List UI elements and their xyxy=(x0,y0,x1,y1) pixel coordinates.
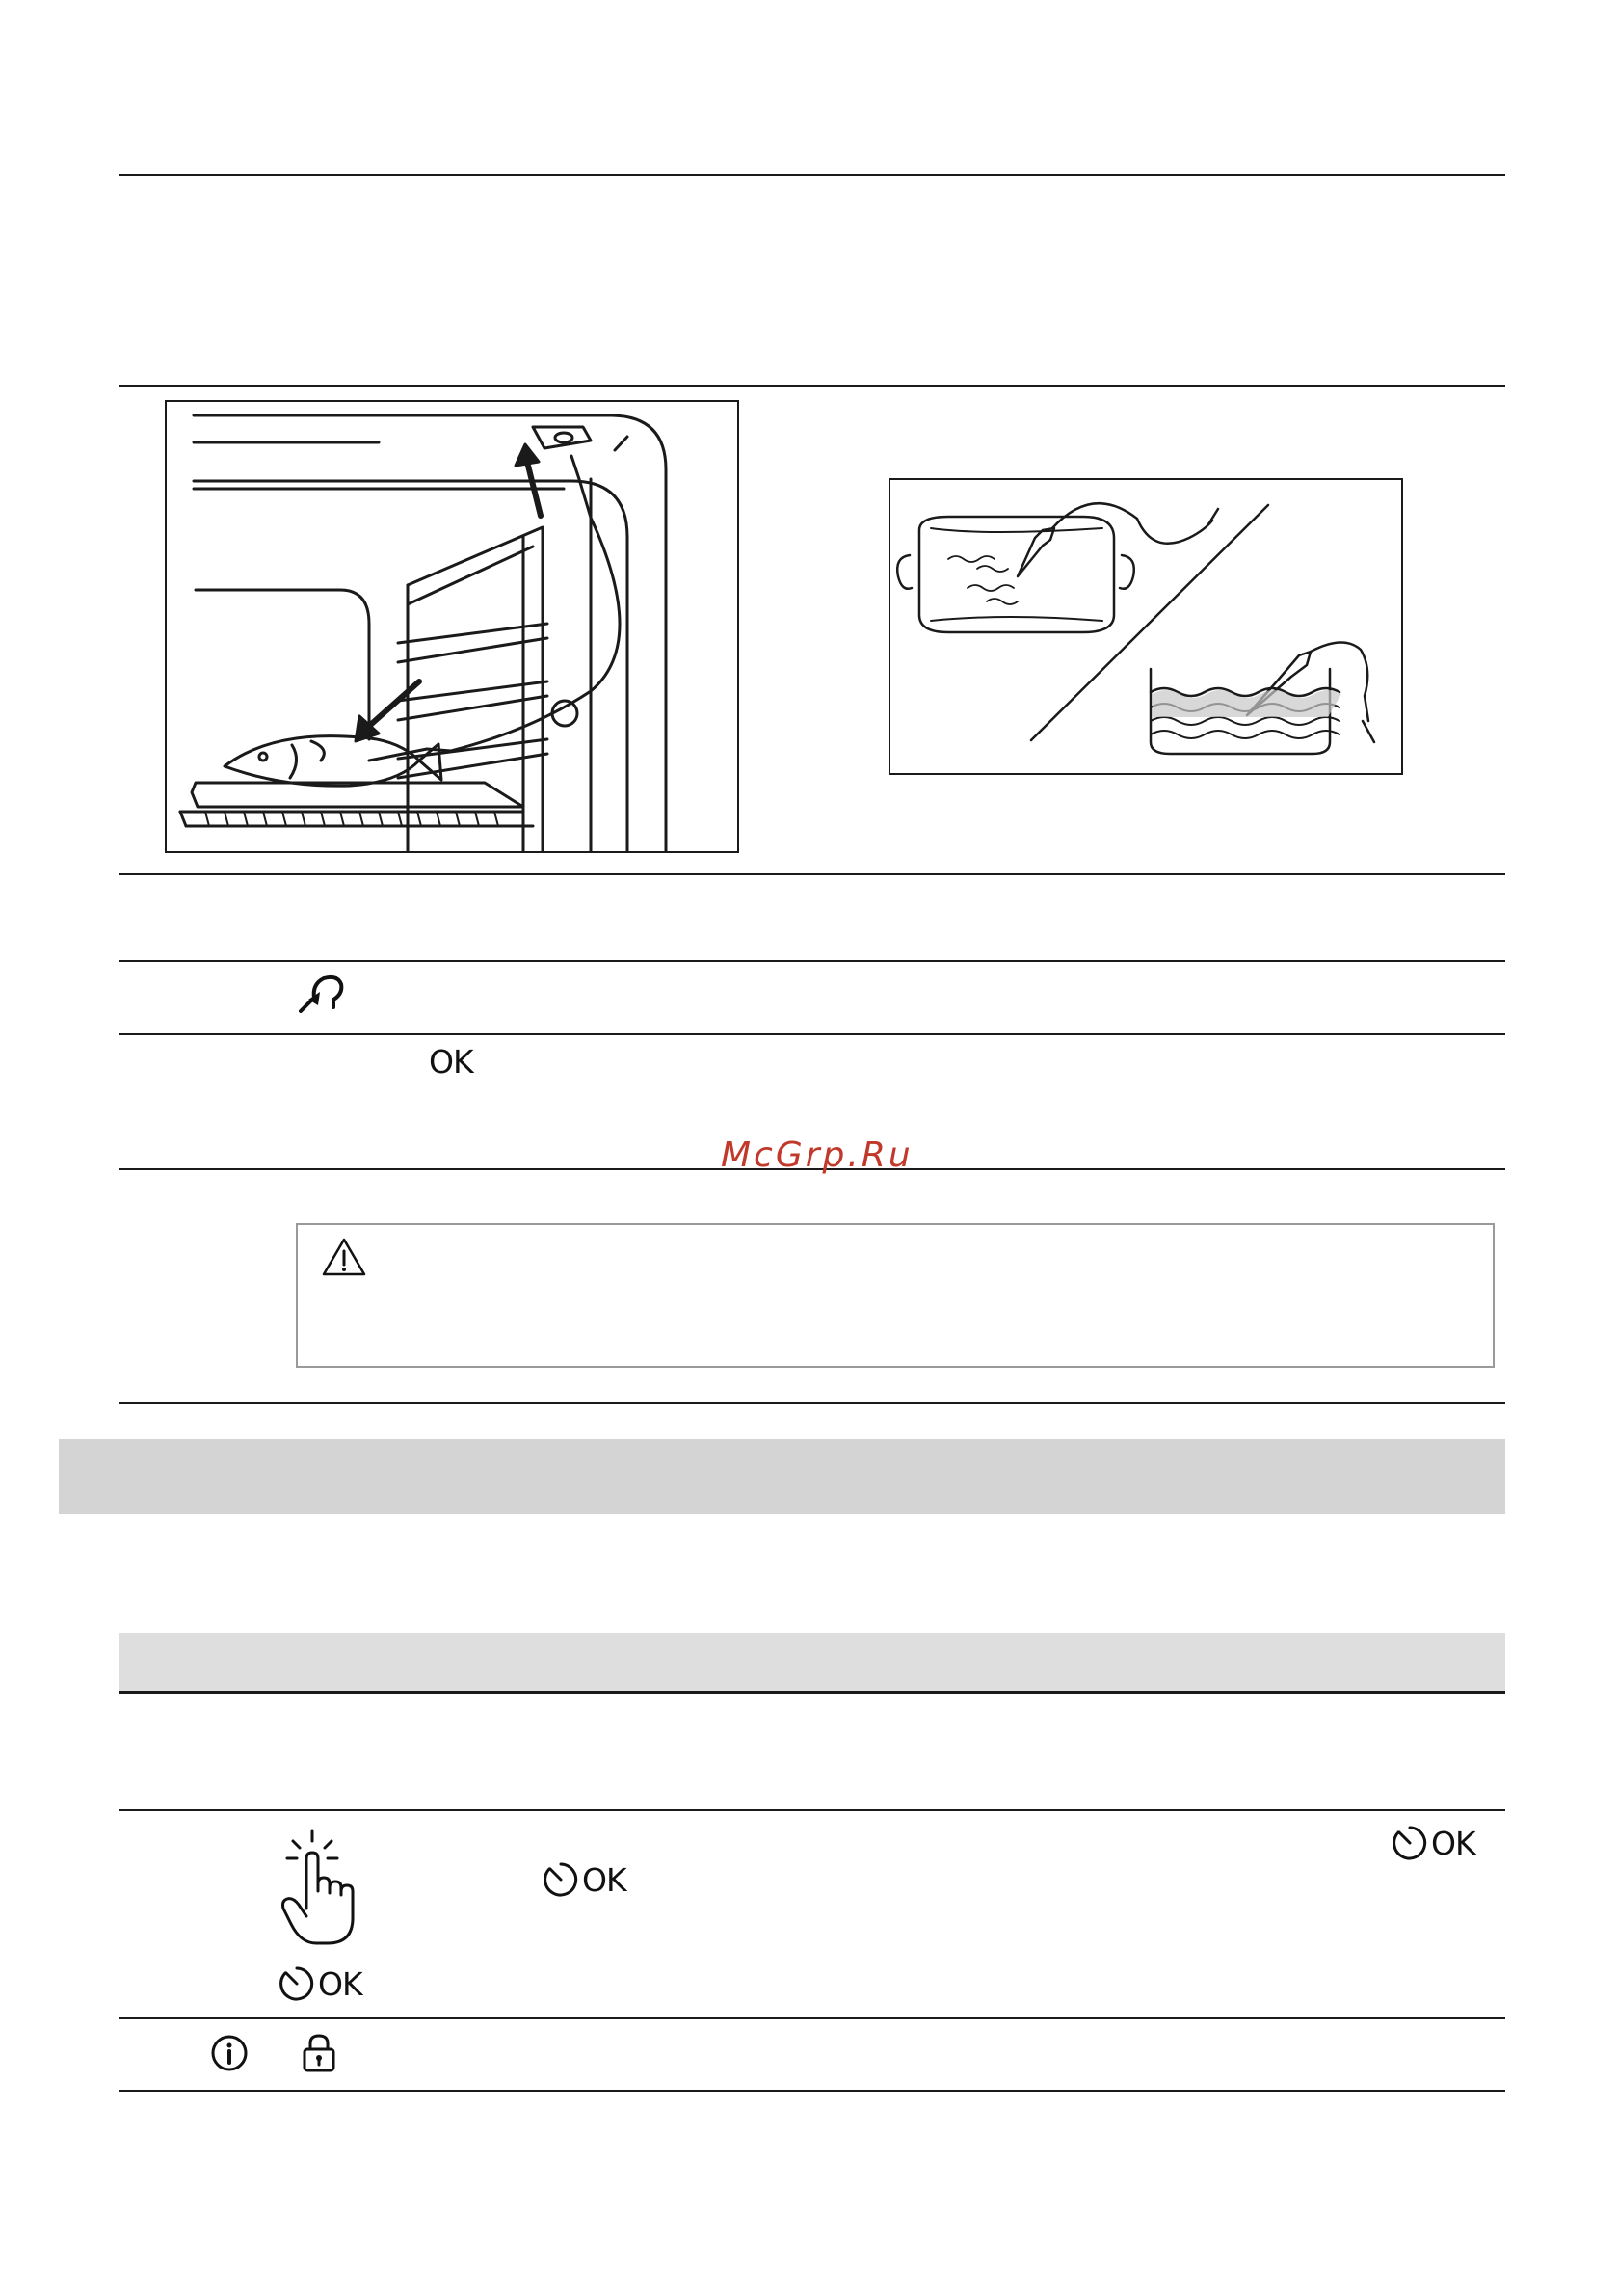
timer-ok-button-right xyxy=(1391,1824,1475,1862)
oven-probe-illustration xyxy=(165,400,739,853)
table-header-row xyxy=(119,1633,1505,1691)
rule-7 xyxy=(119,1402,1505,1404)
timer-ok-button-middle xyxy=(542,1860,626,1899)
warning-box xyxy=(296,1223,1495,1368)
rule-4 xyxy=(119,960,1505,962)
rule-12 xyxy=(119,2090,1505,2092)
timer-icon xyxy=(278,1964,316,2003)
warning-icon xyxy=(321,1237,367,1277)
ok-label: OK xyxy=(318,1964,362,2003)
rule-9 xyxy=(119,1691,1505,1694)
ok-label: OK xyxy=(429,1043,473,1081)
rule-3 xyxy=(119,873,1505,875)
timer-ok-button-left xyxy=(278,1964,362,2003)
rule-2 xyxy=(119,385,1505,387)
ok-label: OK xyxy=(582,1860,626,1899)
timer-icon xyxy=(1391,1824,1429,1862)
touch-hand-icon xyxy=(279,1828,358,1949)
rule-5 xyxy=(119,1033,1505,1035)
watermark: McGrp.Ru xyxy=(721,1135,914,1175)
ok-label: OK xyxy=(1431,1824,1475,1862)
section-heading-bar xyxy=(59,1439,1505,1514)
meat-probe-icon xyxy=(295,971,351,1019)
rule-1 xyxy=(119,174,1505,176)
timer-icon xyxy=(542,1860,580,1899)
lock-icon xyxy=(300,2032,338,2074)
probe-placement-illustration xyxy=(889,478,1403,775)
rule-11 xyxy=(119,2017,1505,2019)
info-icon xyxy=(210,2034,249,2072)
rule-10 xyxy=(119,1809,1505,1811)
